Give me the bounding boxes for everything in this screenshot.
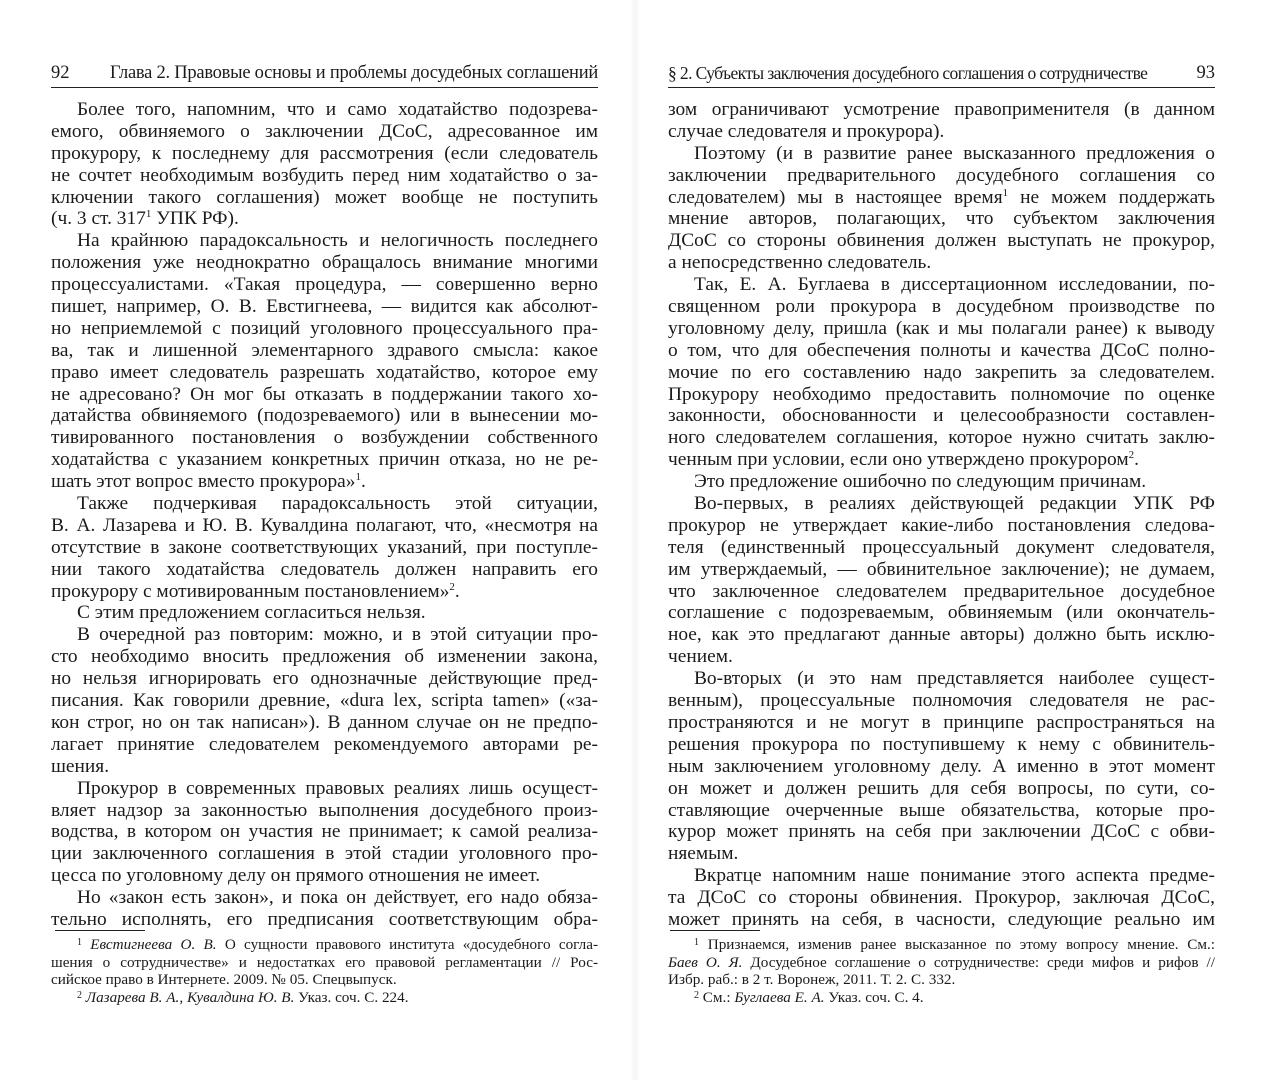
footnote-line [51,936,598,954]
line-text: вляет надзор за законностью выполнения досудебного произ- [51,799,598,821]
line-text: отсутствие в законе соответствующих указаний, при поступле- [51,536,598,558]
text-line [51,274,598,296]
footnote-line [51,971,598,989]
line-text: ное, как это предлагают данные авторы) должно быть исклю- [668,624,1215,646]
footnote-rule [55,930,145,931]
line-text: пишет, например, О. В. Евстигнеева, — видится как абсолют- [51,296,598,318]
text-line [668,800,1215,822]
line-text: (ч. 3 ст. 317 [51,208,146,230]
line-text: шения. [51,755,110,777]
text-line [668,449,1215,471]
footnote-author: Буглаева Е. А. [734,988,825,1006]
line-text: ва, так и лишенной элементарного здравого смысла: какое [51,339,598,361]
line-text: . [1134,449,1140,471]
text-line [668,471,1215,493]
text-line [668,581,1215,603]
text-line [51,865,598,887]
line-text: право имеет следователь разрешать ходатайство, которое ему [51,361,598,383]
text-line [668,559,1215,581]
right-running-head [668,62,1215,84]
line-text: датайства обвиняемого (подозреваемого) или в вынесении мо- [51,405,598,427]
text-line [668,734,1215,756]
footnote-number: 2 [694,989,699,1001]
footnote-line [668,989,1215,1007]
line-text: тельно исполнять, его предписания соответствующим обра- [51,908,598,930]
line-text: решения прокурора по поступившему к нему с обвинитель- [668,733,1215,755]
text-line [51,624,598,646]
text-line [51,537,598,559]
line-text: законности, обоснованности и целесообразности составлен- [668,405,1215,427]
left-body-text [51,99,598,931]
line-text: теля (единственный процессуальный документ следователя, [668,536,1215,558]
line-text: прокурору, к последнему для рассмотрения (если следователь [51,142,598,164]
text-line [668,690,1215,712]
footnote-text: См.: [702,988,735,1006]
line-text: ции заключенного соглашения в этой стадии уголовного про- [51,843,598,865]
text-line [51,712,598,734]
text-line [51,340,598,362]
line-text: пространяются и не могут в принципе распространяться на [668,711,1215,733]
line-text: цесса по уголовному делу он прямого отношения не имеет. [51,865,541,887]
line-text: не адресовано? Он мог бы отказать в поддержании такого хо- [51,383,598,405]
line-text: водства, в котором он участия не принимает; к самой реализа- [51,821,598,843]
left-running-head [51,62,598,84]
text-line [51,778,598,800]
line-text: УПК РФ). [151,208,239,230]
footnote-text: Указ. соч. С. 224. [294,988,409,1006]
line-text: ключении такого соглашения) может вообще не поступить [51,186,598,208]
footnote-number: 1 [694,937,699,948]
line-text: Вкратце напомним наше понимание этого аспекта предме- [694,865,1215,887]
line-text: ставляющие очерченные выше обязательства, которые про- [668,799,1215,821]
line-text: Так, Е. А. Буглаева в диссертационном исследовании, по- [694,274,1215,296]
footnote-author: Евстигнеева О. В. [90,936,217,953]
text-line [668,208,1215,230]
footnote-line [668,936,1215,954]
text-line [51,296,598,318]
text-line [668,318,1215,340]
footnote-author: Лазарева В. А., Кувалдина Ю. В. [85,988,295,1006]
header-rule [668,87,1215,88]
line-text: положения уже неоднократно обращалось внимание многими [51,252,598,274]
text-line [668,384,1215,406]
line-text: Прокурору необходимо предоставить полномочие по оценке [668,383,1215,405]
text-line [668,187,1215,209]
text-line [668,887,1215,909]
footnote-text: Досудебное соглашение о сотрудничестве: среди мифов и рифов // [742,953,1215,971]
text-line [51,843,598,865]
text-line [668,493,1215,515]
line-text: заключении предварительного досудебного соглашения со [668,164,1215,186]
chapter-title: Глава 2. Правовые основы и проблемы досудебных соглашений [109,63,598,83]
line-text: процессуалистами. «Такая процедура, — совершенно верно [51,274,598,296]
line-text: курор может принять на себя при заключении ДСоС с обви- [668,821,1215,843]
line-text: Во-первых, в реалиях действующей редакции УПК РФ [694,493,1215,515]
text-line [51,208,598,230]
line-text: ченным при условии, если оно утверждено прокурором [668,449,1129,471]
footnote-ref: 2 [449,580,455,593]
line-text: няемым. [668,843,739,865]
line-text: лагает принятие следователем рекомендуемого авторами ре- [51,733,598,755]
footnote-text: Признаемся, изменив ранее высказанное по этому вопросу мнение. См.: [707,936,1216,953]
footnote-text: О сущности правового института «досудебного согла- [216,936,599,953]
line-text: прокурору с мотивированным постановлением» [51,580,450,602]
text-line [51,668,598,690]
line-text: Также подчеркивая парадоксальность этой ситуации, [77,493,598,515]
footnote-number: 2 [77,989,82,1001]
line-text: Но «закон есть закон», и пока он действует, его надо обяза- [77,887,598,909]
line-text: но неприемлемой с позиций уголовного процессуального пра- [51,317,598,339]
text-line [668,515,1215,537]
page-number: 92 [51,63,70,83]
footnote-line [51,954,598,972]
text-line [51,559,598,581]
text-line [51,318,598,340]
line-text: священном роли прокурора в досудебном производстве по [668,296,1215,318]
text-line [668,646,1215,668]
line-text: что заключенное следователем предварительное досудебное [668,580,1215,602]
line-text: венным), процессуальные полномочия следователя не рас- [668,690,1215,712]
text-line [51,143,598,165]
text-line [668,668,1215,690]
text-line [51,756,598,778]
line-text: В очередной раз повторим: можно, и в этой ситуации про- [77,624,598,646]
footnote-ref: 2 [1128,449,1135,462]
line-text: С этим предложением согласиться нельзя. [77,602,426,624]
page-number: 93 [1196,63,1215,83]
text-line [668,865,1215,887]
text-line [51,515,598,537]
line-text: может принять на себя, в часности, следующие реально им [668,908,1215,930]
text-line [668,756,1215,778]
section-title: § 2. Субъекты заключения досудебного соглашения о сотрудничестве [668,63,1148,83]
text-line [51,165,598,187]
text-line [51,427,598,449]
text-line [668,362,1215,384]
footnote-line [668,971,1215,989]
line-text: о том, что для обеспечения полноты и качества ДСоС полно- [668,339,1215,361]
text-line [51,821,598,843]
footnote-ref: 1 [1002,186,1009,199]
line-text: уголовному делу, пришла (как и мы полагали ранее) к выводу [668,317,1215,339]
line-text: нии такого ходатайства следователь должен направить его [51,558,598,580]
line-text: шать этот вопрос вместо прокурора» [51,471,356,493]
text-line [668,165,1215,187]
right-body-text [668,99,1215,931]
line-text: Поэтому (и в развитие ранее высказанного предложения о [694,142,1215,164]
line-text: . [360,471,366,493]
right-footnotes [668,936,1215,1006]
line-text: сто необходимо вносить предложения об изменении закона, [51,646,598,668]
text-line [668,143,1215,165]
text-line [51,99,598,121]
text-line [51,121,598,143]
line-text: тивированного постановления о возбуждении собственного [51,427,598,449]
text-line [668,405,1215,427]
line-text: ным заключением уголовному делу. А именно в этот момент [668,755,1215,777]
text-line [51,230,598,252]
text-line [668,821,1215,843]
text-line [51,887,598,909]
footnote-ref: 1 [145,208,152,221]
line-text: не можем поддержать [1008,186,1215,208]
line-text: емого, обвиняемого о заключении ДСоС, адресованное им [51,120,598,142]
footnote-text: Указ. соч. С. 4. [824,988,924,1006]
text-line [51,800,598,822]
line-text: зом ограничивают усмотрение правоприменителя (в данном [668,99,1215,120]
line-text: следователем) мы в настоящее время [668,186,1003,208]
line-text: чением. [668,646,733,668]
line-text: Это предложение ошибочно по следующим причинам. [694,471,1147,493]
text-line [668,121,1215,143]
line-text: писания. Как говорили древние, «dura lex, scripta tamen» («за- [51,690,598,712]
line-text: ДСоС со стороны обвинения должен выступать не прокурор, [668,230,1215,252]
line-text: им утверждаемый, — обвинительное заключение); не думаем, [668,558,1215,580]
line-text: та ДСоС со стороны обвинения. Прокурор, заключая ДСоС, [668,887,1215,909]
text-line [668,843,1215,865]
footnote-line [51,989,598,1007]
text-line [51,449,598,471]
text-line [668,230,1215,252]
text-line [51,909,598,931]
text-line [668,712,1215,734]
text-line [51,646,598,668]
line-text: соглашение с подозреваемым, обвиняемым (или окончатель- [668,602,1215,624]
line-text: ходатайства с указанием конкретных причин отказа, но не ре- [51,449,598,471]
line-text: не сочтет необходимым возбудить перед ним ходатайство о за- [51,164,598,186]
text-line [668,99,1215,121]
text-line [668,602,1215,624]
footnote-number: 1 [77,937,82,948]
footnote-line [668,954,1215,972]
footnote-text: Избр. раб.: в 2 т. Воронеж, 2011. Т. 2. С. 332. [668,971,956,989]
line-text: прокурор не утверждает какие-либо постановления следова- [668,514,1215,536]
footnote-author: Баев О. Я. [668,953,743,971]
line-text: Во-вторых (и это нам представляется наиболее сущест- [694,668,1215,690]
text-line [51,493,598,515]
text-line [51,602,598,624]
text-line [51,581,598,603]
text-line [51,384,598,406]
header-rule [51,87,598,88]
line-text: а непосредственно следователь. [668,252,932,274]
text-line [51,734,598,756]
line-text: На крайнюю парадоксальность и нелогичность последнего [77,230,598,252]
text-line [51,471,598,493]
text-line [668,274,1215,296]
text-line [668,340,1215,362]
right-page [635,0,1270,1080]
text-line [51,690,598,712]
left-footnotes [51,936,598,1006]
text-line [668,624,1215,646]
text-line [51,252,598,274]
line-text: Более того, напомним, что и само ходатайство подозрева- [77,99,598,120]
line-text: Прокурор в современных правовых реалиях лишь осущест- [77,777,598,799]
footnote-text: шения о сотрудничестве» и недостатках его правовой регламентации // Рос- [51,953,598,971]
text-line [668,427,1215,449]
text-line [51,187,598,209]
text-line [668,296,1215,318]
line-text: В. А. Лазарева и Ю. В. Кувалдина полагают, что, «несмотря на [51,514,598,536]
footnote-rule [670,930,760,931]
text-line [668,252,1215,274]
text-line [668,778,1215,800]
line-text: случае следователя и прокурора). [668,120,945,142]
line-text: . [454,580,460,602]
line-text: он может и должен решить для себя вопросы, по сути, со- [668,777,1215,799]
line-text: мнение авторов, полагающих, что субъектом заключения [668,208,1215,230]
line-text: ного следователем соглашения, которое нужно считать заклю- [668,427,1215,449]
line-text: но нельзя игнорировать его однозначные действующие пред- [51,668,598,690]
text-line [668,909,1215,931]
line-text: мочие по его составлению надо закрепить за следователем. [668,361,1215,383]
footnote-ref: 1 [355,471,361,484]
footnote-text: сийское право в Интернете. 2009. № 05. Спецвыпуск. [51,971,397,989]
line-text: кон строг, но он так написан»). В данном случае он не предпо- [51,711,598,733]
text-line [51,405,598,427]
text-line [668,537,1215,559]
text-line [51,362,598,384]
